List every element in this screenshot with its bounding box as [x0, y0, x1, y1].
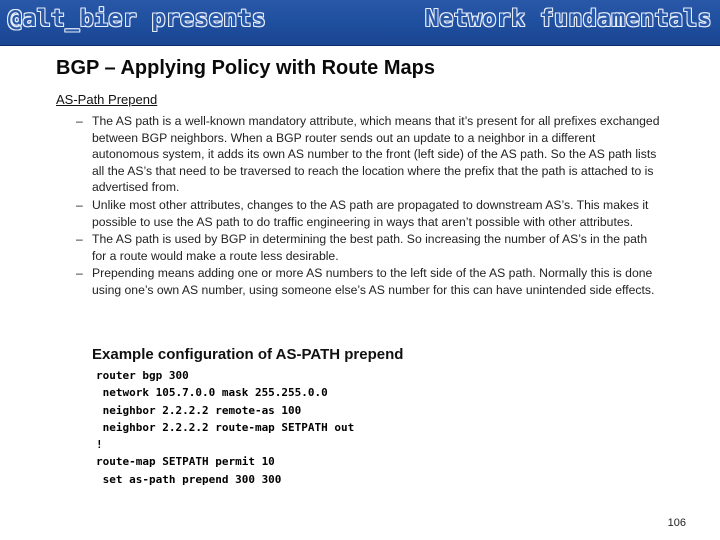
bullet-text: Unlike most other attributes, changes to the AS path are propagated to downstream AS’s. This makes it possible to use the AS path to do traffic engineering in ways that aren’t possible with other attributes. — [92, 197, 649, 229]
bullet-item — [72, 197, 662, 230]
header-right-brand: Network fundamentals — [425, 6, 712, 32]
code-line: neighbor 2.2.2.2 remote-as 100 — [96, 403, 302, 417]
code-line: route-map SETPATH permit 10 — [96, 455, 275, 469]
header-left-brand: @alt_bier presents — [8, 6, 267, 32]
bullet-marker: – — [76, 266, 83, 281]
code-line: set as-path prepend 300 300 — [96, 472, 282, 486]
slide-title: BGP – Applying Policy with Route Maps — [56, 57, 435, 79]
bullet-item — [72, 231, 662, 264]
slide-subtitle: AS-Path Prepend — [56, 92, 158, 107]
code-line: ! — [96, 438, 103, 452]
bullet-item — [72, 113, 662, 196]
bullet-text: Prepending means adding one or more AS numbers to the left side of the AS path. Normally this is done using one’s own AS number, using someone else’s AS number for this can have unintended side effects. — [92, 266, 655, 297]
bullet-list — [72, 113, 662, 300]
code-line: neighbor 2.2.2.2 route-map SETPATH out — [96, 420, 355, 434]
config-example-title: Example configuration of AS-PATH prepend — [92, 346, 404, 363]
bullet-item — [72, 265, 662, 298]
code-line: network 105.7.0.0 mask 255.255.0.0 — [96, 386, 328, 400]
page-number: 106 — [667, 517, 686, 529]
bullet-marker: – — [76, 197, 83, 212]
bullet-text: The AS path is a well-known mandatory attribute, which means that it’s present for all prefixes exchanged between BGP neighbors. When a BGP router sends out an update to a neighbor in a different autonomous system, it adds its own AS number to the front (left side) of the AS path. So the AS path lists all the AS’s that need to be traversed to reach the location where the prefix that the path is attached to is advertised from. — [92, 114, 660, 195]
bullet-marker: – — [76, 232, 83, 247]
code-line: router bgp 300 — [96, 369, 189, 382]
slide-header-banner — [0, 0, 720, 46]
config-code-block — [96, 367, 354, 488]
bullet-text: The AS path is used by BGP in determining the best path. So increasing the number of AS’s in the path for a route would make a route less desirable. — [92, 232, 648, 263]
bullet-marker: – — [76, 114, 83, 128]
